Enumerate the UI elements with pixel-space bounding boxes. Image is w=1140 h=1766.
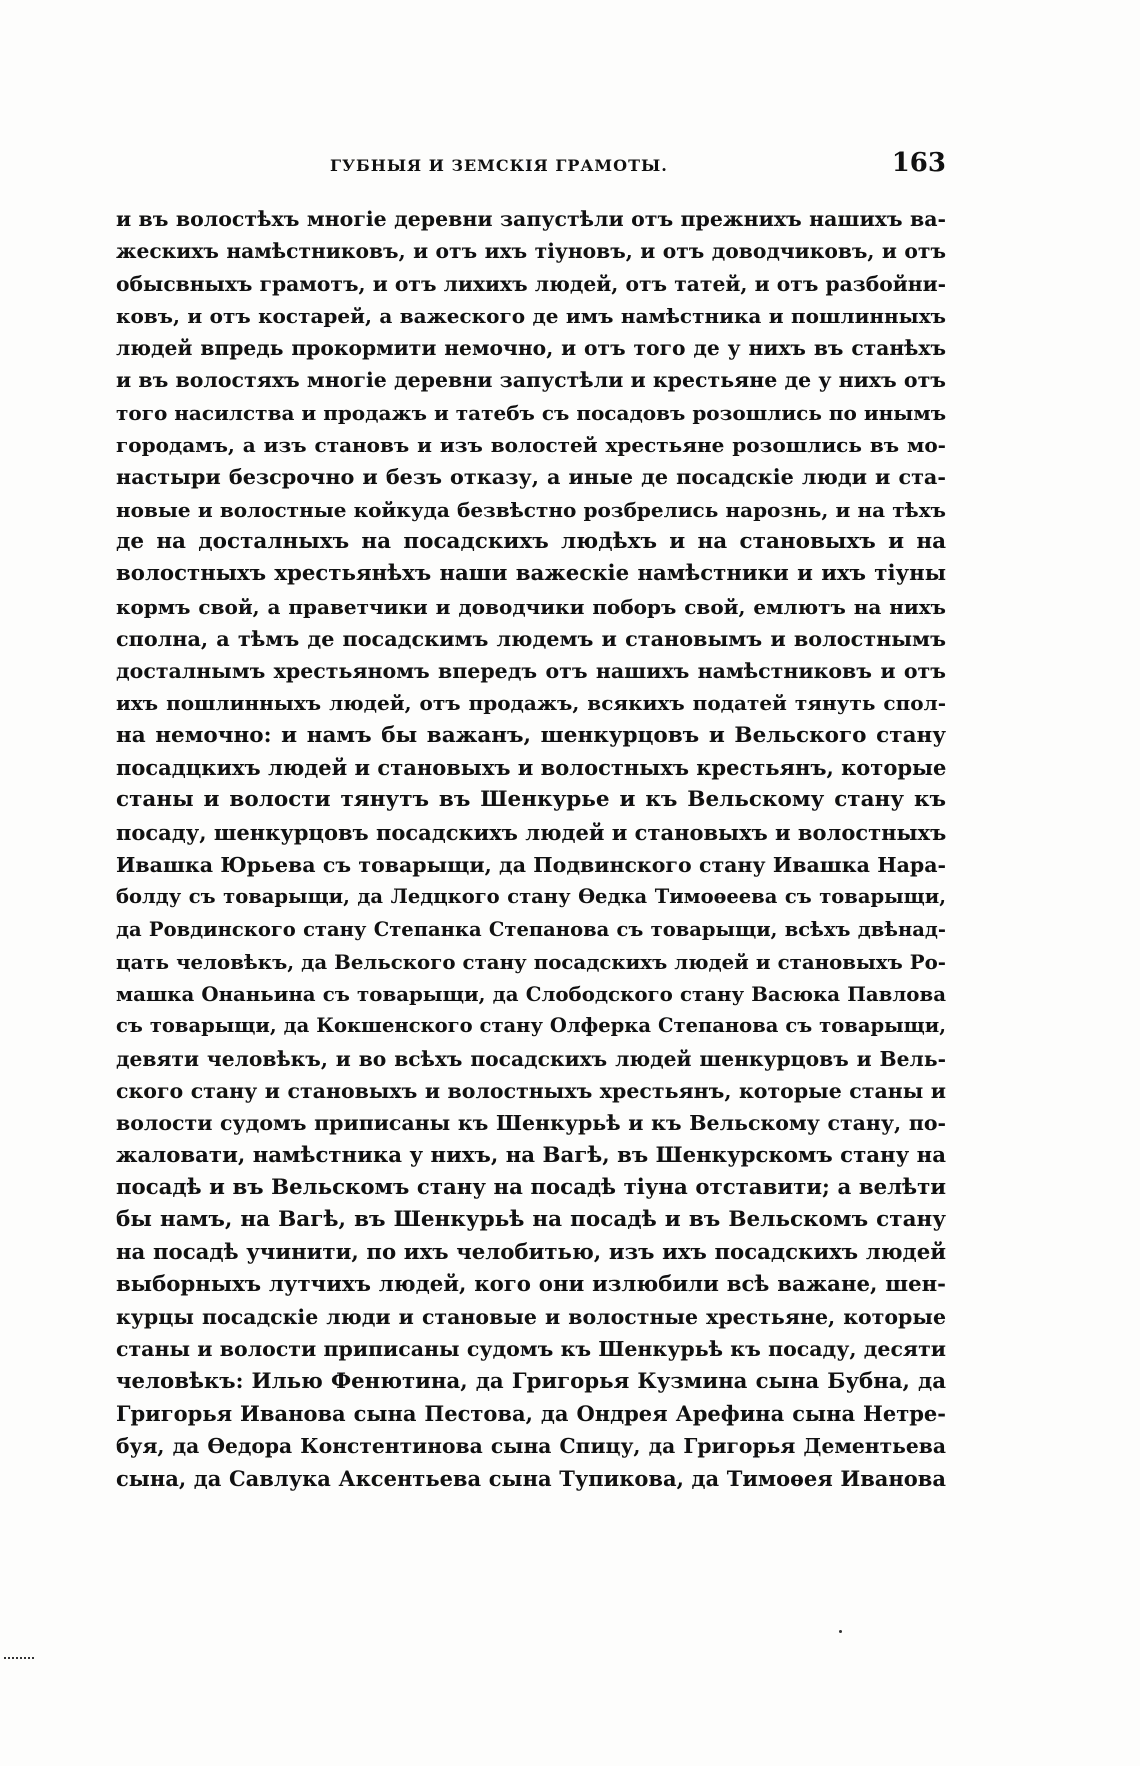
- text-line: и въ волостѣхъ многіе деревни запустѣли отъ прежнихъ нашихъ ва-: [116, 207, 946, 231]
- page-number: 163: [891, 148, 946, 178]
- text-line: Ивашка Юрьева съ товарыщи, да Подвинского стану Ивашка Нара-: [116, 852, 946, 877]
- scan-mark: [4, 1657, 34, 1662]
- text-line: де на досталныхъ на посадскихъ людѣхъ и на становыхъ и на: [116, 528, 946, 554]
- running-title: ГУБНЫЯ И ЗЕМСКІЯ ГРАМОТЫ.: [330, 156, 668, 175]
- text-line: болду съ товарыщи, да Ледцкого стану Ѳедка Тимоѳеева съ товарыщи,: [116, 885, 946, 909]
- body-text: [116, 203, 946, 1495]
- text-line: буя, да Ѳедора Констентинова сына Спицу, да Григорья Дементьева: [116, 1434, 946, 1459]
- text-line: того насилства и продажъ и татебъ съ посадовъ розошлись по инымъ: [116, 400, 946, 425]
- text-line: волостныхъ хрестьянѣхъ наши важескіе намѣстники и ихъ тіуны: [116, 561, 946, 587]
- text-line: жаловати, намѣстника у нихъ, на Вагѣ, въ Шенкурскомъ стану на: [116, 1142, 946, 1168]
- text-line: посадцкихъ людей и становыхъ и волостныхъ крестьянъ, которые: [116, 755, 946, 781]
- text-line: машка Онаньина съ товарыщи, да Слободского стану Васюка Павлова: [116, 982, 946, 1007]
- text-line: волости судомъ приписаны къ Шенкурьѣ и къ Вельскому стану, по-: [116, 1111, 946, 1136]
- text-line: и въ волостяхъ многіе деревни запустѣли и крестьяне де у нихъ отъ: [116, 368, 946, 393]
- text-line: бы намъ, на Вагѣ, въ Шенкурьѣ на посадѣ и въ Вельскомъ стану: [116, 1207, 946, 1233]
- running-head: [116, 148, 946, 182]
- text-line: цать человѣкъ, да Вельского стану посадскихъ людей и становыхъ Ро-: [116, 949, 946, 974]
- text-line: кормъ свой, а праветчики и доводчики поборъ свой, емлютъ на нихъ: [116, 594, 946, 619]
- text-line: настыри безсрочно и безъ отказу, а иные де посадскіе люди и ста-: [116, 465, 946, 490]
- text-line: на посадѣ учинити, по ихъ челобитью, изъ ихъ посадскихъ людей: [116, 1239, 946, 1265]
- text-line: посаду, шенкурцовъ посадскихъ людей и становыхъ и волостныхъ: [116, 819, 946, 845]
- text-line: выборныхъ лутчихъ людей, кого они излюбили всѣ важане, шен-: [116, 1271, 946, 1297]
- text-line: людей впредь прокормити немочно, и отъ того де у нихъ въ станѣхъ: [116, 336, 946, 361]
- text-line: новые и волостные койкуда безвѣстно розбрелись нарознь, и на тѣхъ: [116, 497, 946, 522]
- text-line: да Ровдинского стану Степанка Степанова съ товарыщи, всѣхъ двѣнад-: [116, 917, 946, 941]
- text-line: сполна, а тѣмъ де посадскимъ людемъ и становымъ и волостнымъ: [116, 626, 946, 651]
- text-line: на немочно: и намъ бы важанъ, шенкурцовъ и Вельского стану: [116, 722, 946, 748]
- text-line: ихъ пошлинныхъ людей, отъ продажъ, всякихъ податей тянуть спол-: [116, 691, 946, 716]
- text-line: Григорья Иванова сына Пестова, да Ондрея Арефина сына Нетре-: [116, 1400, 946, 1426]
- scan-speck: [839, 1630, 842, 1633]
- text-line: станы и волости тянутъ въ Шенкурье и къ Вельскому стану къ: [116, 787, 946, 813]
- text-line: жескихъ намѣстниковъ, и отъ ихъ тіуновъ, и отъ доводчиковъ, и отъ: [116, 239, 946, 264]
- text-line: человѣкъ: Илью Фенютина, да Григорья Кузмина сына Бубна, да: [116, 1368, 946, 1394]
- text-line: ского стану и становыхъ и волостныхъ хрестьянъ, которые станы и: [116, 1079, 946, 1104]
- text-line: ковъ, и отъ костарей, а важеского де имъ намѣстника и пошлинныхъ: [116, 303, 946, 328]
- text-line: курцы посадскіе люди и становые и волостные хрестьяне, которые: [116, 1305, 946, 1330]
- text-line: досталнымъ хрестьяномъ впередъ отъ нашихъ намѣстниковъ и отъ: [116, 659, 946, 684]
- text-line: станы и волости приписаны судомъ къ Шенкурьѣ къ посаду, десяти: [116, 1337, 946, 1362]
- text-line: обысвныхъ грамотъ, и отъ лихихъ людей, отъ татей, и отъ разбойни-: [116, 271, 946, 296]
- text-line: сына, да Савлука Аксентьева сына Тупикова, да Тимоѳея Иванова: [116, 1465, 946, 1491]
- text-line: городамъ, а изъ становъ и изъ волостей хрестьяне розошлись въ мо-: [116, 433, 946, 458]
- text-line: съ товарыщи, да Кокшенского стану Олферка Степанова съ товарыщи,: [116, 1014, 946, 1038]
- text-line: девяти человѣкъ, и во всѣхъ посадскихъ людей шенкурцовъ и Вель-: [116, 1046, 946, 1071]
- text-line: посадѣ и въ Вельскомъ стану на посадѣ тіуна отставити; а велѣти: [116, 1174, 946, 1200]
